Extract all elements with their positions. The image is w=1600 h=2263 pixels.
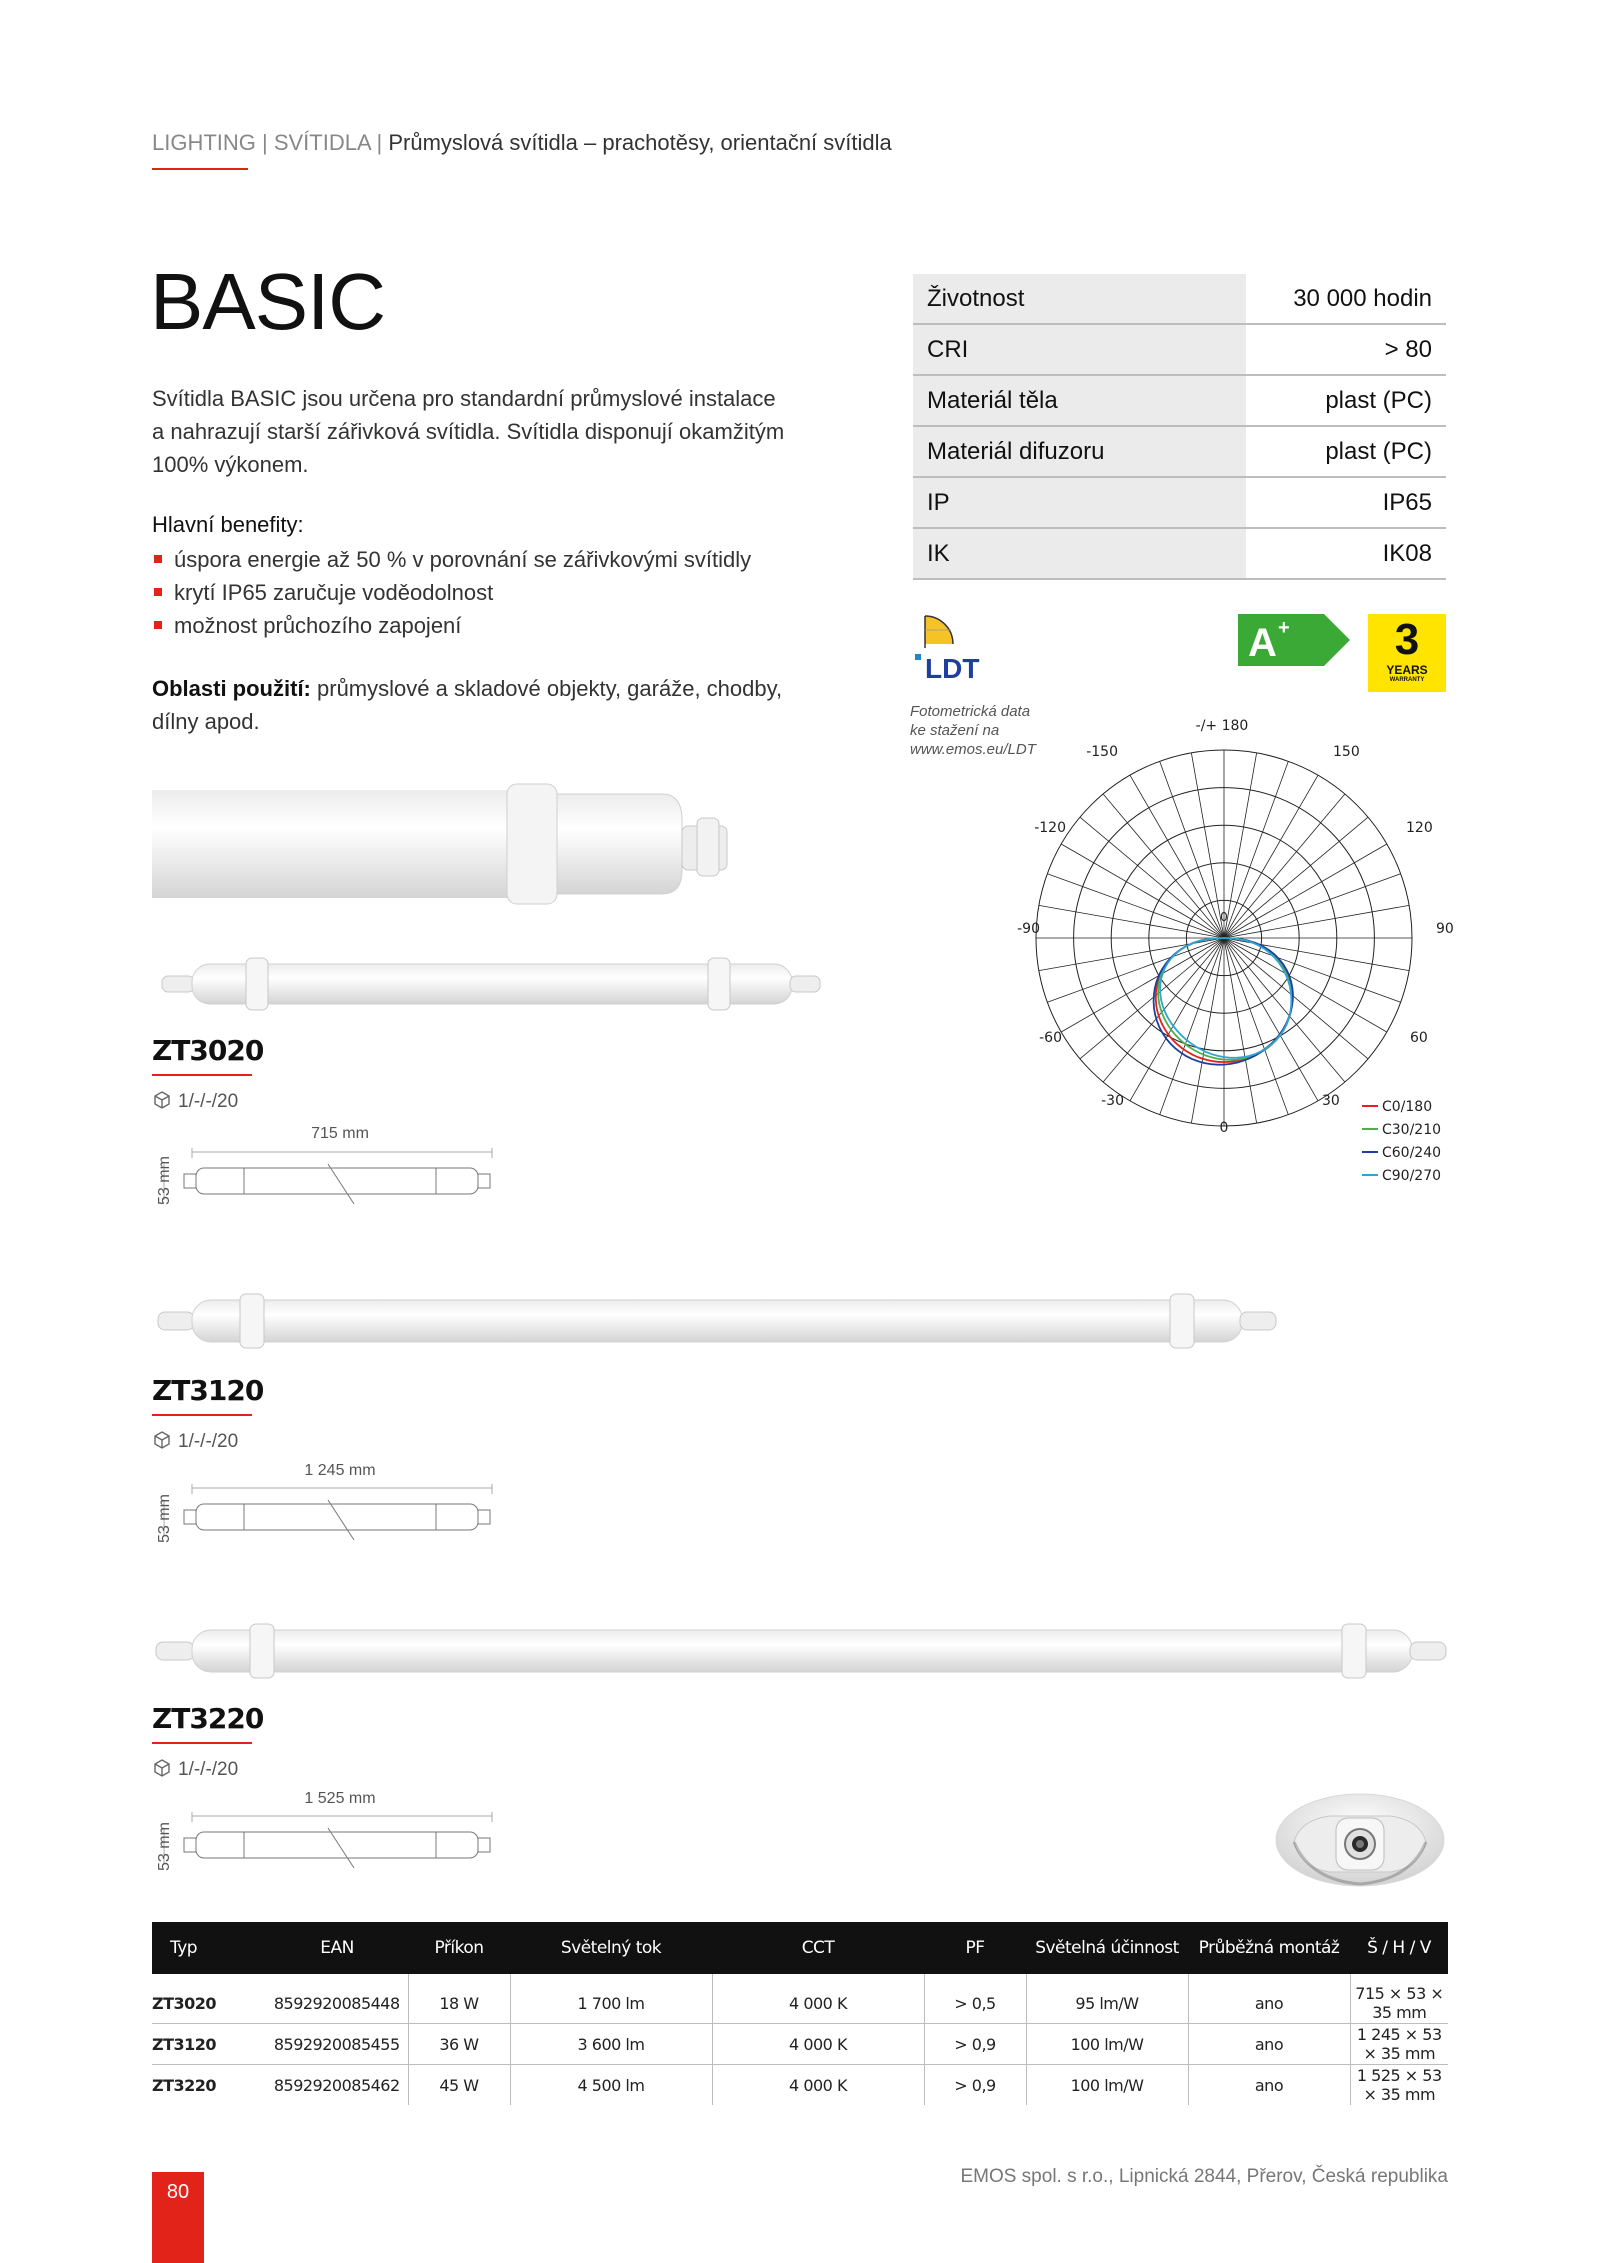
page-title: BASIC: [150, 257, 386, 346]
package-box-icon: [152, 1430, 172, 1450]
col-pf: PF: [924, 1922, 1026, 1974]
legend-c90: C90/270: [1382, 1168, 1442, 1184]
package-count: 1/-/-/20: [178, 1431, 239, 1452]
col-luminous-flux: Světelný tok: [510, 1922, 712, 1974]
cell-through-wiring: ano: [1188, 1974, 1350, 2024]
polar-light-distribution-diagram: [1000, 700, 1460, 1200]
spec-value: IK08: [1246, 528, 1446, 579]
legend-c60: C60/240: [1382, 1145, 1442, 1161]
angle-label-p30: 30: [1322, 1093, 1340, 1109]
spec-key: IK: [913, 528, 1246, 579]
zt3220-product-photo: [152, 1620, 1452, 1682]
warranty-years: 3: [1394, 615, 1420, 664]
cell-cct: 4 000 K: [712, 2024, 924, 2065]
dimension-height: 53 mm: [156, 1494, 173, 1543]
table-header-row: [152, 1922, 1448, 1974]
angle-label-0: 0: [1219, 1120, 1229, 1136]
angle-label-p120: 120: [1406, 820, 1433, 836]
photometric-note: Fotometrická data ke stažení na www.emos.eu/LDT: [910, 703, 1036, 758]
cell-cct: 4 000 K: [712, 2065, 924, 2106]
cell-efficacy: 95 lm/W: [1026, 1974, 1188, 2024]
product-name-zt3220: ZT3220: [152, 1702, 264, 1735]
cell-flux: 3 600 lm: [510, 2024, 712, 2065]
col-power: Příkon: [408, 1922, 510, 1974]
product-underline: [152, 1414, 252, 1416]
benefit-item: krytí IP65 zaručuje voděodolnost: [152, 576, 792, 609]
package-box-icon: [152, 1090, 172, 1110]
zt3220-dimension-drawing: [152, 1812, 500, 1872]
angle-label-m120: -120: [1034, 820, 1066, 836]
ldt-label: LDT: [925, 653, 980, 684]
center-label-0: 0: [1220, 910, 1228, 924]
cell-dimensions: 1 525 × 53 × 35 mm: [1356, 2066, 1442, 2104]
spec-table: [913, 274, 1446, 580]
cell-efficacy: 100 lm/W: [1026, 2024, 1188, 2065]
zt3120-product-photo: [152, 1290, 1282, 1352]
breadcrumb-section: LIGHTING | SVÍTIDLA |: [152, 130, 389, 155]
product-underline: [152, 1742, 252, 1744]
cell-ean: 8592920085455: [266, 2024, 408, 2065]
energy-plus: +: [1278, 617, 1290, 639]
spec-key: CRI: [913, 324, 1246, 375]
cell-flux: 1 700 lm: [510, 1974, 712, 2024]
breadcrumb: [152, 130, 892, 156]
end-cap-photo: [1270, 1772, 1450, 1892]
energy-class: A: [1248, 621, 1277, 665]
cell-through-wiring: ano: [1188, 2024, 1350, 2065]
cell-through-wiring: ano: [1188, 2065, 1350, 2106]
angle-label-p90: 90: [1436, 921, 1454, 937]
benefits-heading: Hlavní benefity:: [152, 512, 304, 537]
angle-label-180: -/+ 180: [1195, 718, 1249, 734]
cell-ean: 8592920085448: [266, 1974, 408, 2024]
spec-row: [913, 477, 1446, 528]
cell-type: ZT3020: [152, 1974, 266, 2024]
col-efficacy: Světelná účinnost: [1026, 1922, 1188, 1974]
spec-key: Materiál těla: [913, 375, 1246, 426]
products-table: [152, 1922, 1448, 2105]
cell-ean: 8592920085462: [266, 2065, 408, 2106]
table-row: [152, 1974, 1448, 2024]
dimension-length: 1 525 mm: [304, 1790, 376, 1807]
polar-curve-2: [1154, 938, 1293, 1065]
spec-value: IP65: [1246, 477, 1446, 528]
cell-type: ZT3120: [152, 2024, 266, 2065]
col-type: Typ: [152, 1922, 266, 1974]
table-row: [152, 2024, 1448, 2065]
dimension-length: 1 245 mm: [304, 1462, 376, 1479]
intro-text: Svítidla BASIC jsou určena pro standardní průmyslové instalace a nahrazují starší zářivková svítidla. Svítidla disponují okamžitým 100% výkonem.: [152, 386, 785, 477]
package-info: [152, 1430, 238, 1453]
warranty-badge: [1368, 614, 1446, 692]
energy-class-badge: [1238, 614, 1350, 666]
zt3020-closeup-photo: [152, 780, 760, 910]
spec-value: plast (PC): [1246, 375, 1446, 426]
product-name-zt3020: ZT3020: [152, 1034, 264, 1067]
spec-row: [913, 324, 1446, 375]
warranty-sub: WARRANTY: [1389, 677, 1425, 683]
spec-row: [913, 274, 1446, 324]
dimension-height: 53 mm: [156, 1822, 173, 1871]
spec-value: > 80: [1246, 324, 1446, 375]
cell-type: ZT3220: [152, 2075, 217, 2095]
benefit-item: možnost průchozího zapojení: [152, 609, 792, 642]
angle-label-m150: -150: [1086, 744, 1118, 760]
package-count: 1/-/-/20: [178, 1091, 239, 1112]
cell-power: 18 W: [408, 1974, 510, 2024]
spec-key: IP: [913, 477, 1246, 528]
dimension-height: 53 mm: [156, 1156, 173, 1205]
benefit-item: úspora energie až 50 % v porovnání se zářivkovými svítidly: [152, 543, 792, 576]
zt3120-dimension-drawing: [152, 1484, 500, 1544]
cell-pf: > 0,9: [924, 2065, 1026, 2106]
spec-key: Životnost: [913, 274, 1246, 324]
cell-cct: 4 000 K: [712, 1974, 924, 2024]
angle-label-p60: 60: [1410, 1030, 1428, 1046]
legend-c0: C0/180: [1382, 1099, 1433, 1115]
zt3020-product-photo: [152, 952, 824, 1014]
spec-value: plast (PC): [1246, 426, 1446, 477]
breadcrumb-underline: [152, 168, 248, 170]
package-box-icon: [152, 1758, 172, 1778]
cell-power: 45 W: [408, 2065, 510, 2106]
package-info: [152, 1090, 238, 1113]
spec-value: 30 000 hodin: [1246, 274, 1446, 324]
cell-power: 36 W: [408, 2024, 510, 2065]
package-count: 1/-/-/20: [178, 1759, 239, 1780]
product-underline: [152, 1074, 252, 1076]
cell-dimensions: 715 × 53 × 35 mm: [1350, 1974, 1448, 2024]
angle-label-p150: 150: [1333, 744, 1360, 760]
spec-row: [913, 426, 1446, 477]
usage-text: [152, 672, 792, 738]
cell-dimensions: 1 245 × 53 × 35 mm: [1350, 2024, 1448, 2065]
col-through-wiring: Průběžná montáž: [1188, 1922, 1350, 1974]
usage-value: průmyslové a skladové objekty, garáže, chodby, dílny apod.: [152, 676, 783, 734]
angle-label-m60: -60: [1039, 1030, 1062, 1046]
product-name-zt3120: ZT3120: [152, 1374, 264, 1407]
cell-pf: > 0,5: [924, 1974, 1026, 2024]
cell-pf: > 0,9: [924, 2024, 1026, 2065]
footer-address: EMOS spol. s r.o., Lipnická 2844, Přerov, Česká republika: [960, 2166, 1448, 2187]
breadcrumb-current: Průmyslová svítidla – prachotěsy, orientační svítidla: [388, 130, 892, 155]
col-ean: EAN: [266, 1922, 408, 1974]
table-row: [152, 2065, 1448, 2106]
package-info: [152, 1758, 238, 1781]
polar-curves: [1154, 938, 1293, 1065]
col-cct: CCT: [712, 1922, 924, 1974]
angle-label-m90: -90: [1017, 921, 1040, 937]
usage-label: Oblasti použití:: [152, 676, 311, 701]
benefits-list: [152, 543, 792, 642]
cell-efficacy: 100 lm/W: [1026, 2065, 1188, 2106]
angle-label-m30: -30: [1101, 1093, 1124, 1109]
spec-row: [913, 375, 1446, 426]
spec-key: Materiál difuzoru: [913, 426, 1246, 477]
dimension-length: 715 mm: [311, 1125, 369, 1142]
warranty-label: YEARS: [1386, 663, 1428, 677]
ldt-icon: [913, 612, 1003, 684]
spec-row: [913, 528, 1446, 579]
page-number: 80: [152, 2172, 204, 2263]
zt3020-dimension-drawing: [152, 1148, 500, 1208]
cell-flux: 4 500 lm: [510, 2065, 712, 2106]
legend-c30: C30/210: [1382, 1122, 1442, 1138]
col-dimensions: Š / H / V: [1350, 1922, 1448, 1974]
